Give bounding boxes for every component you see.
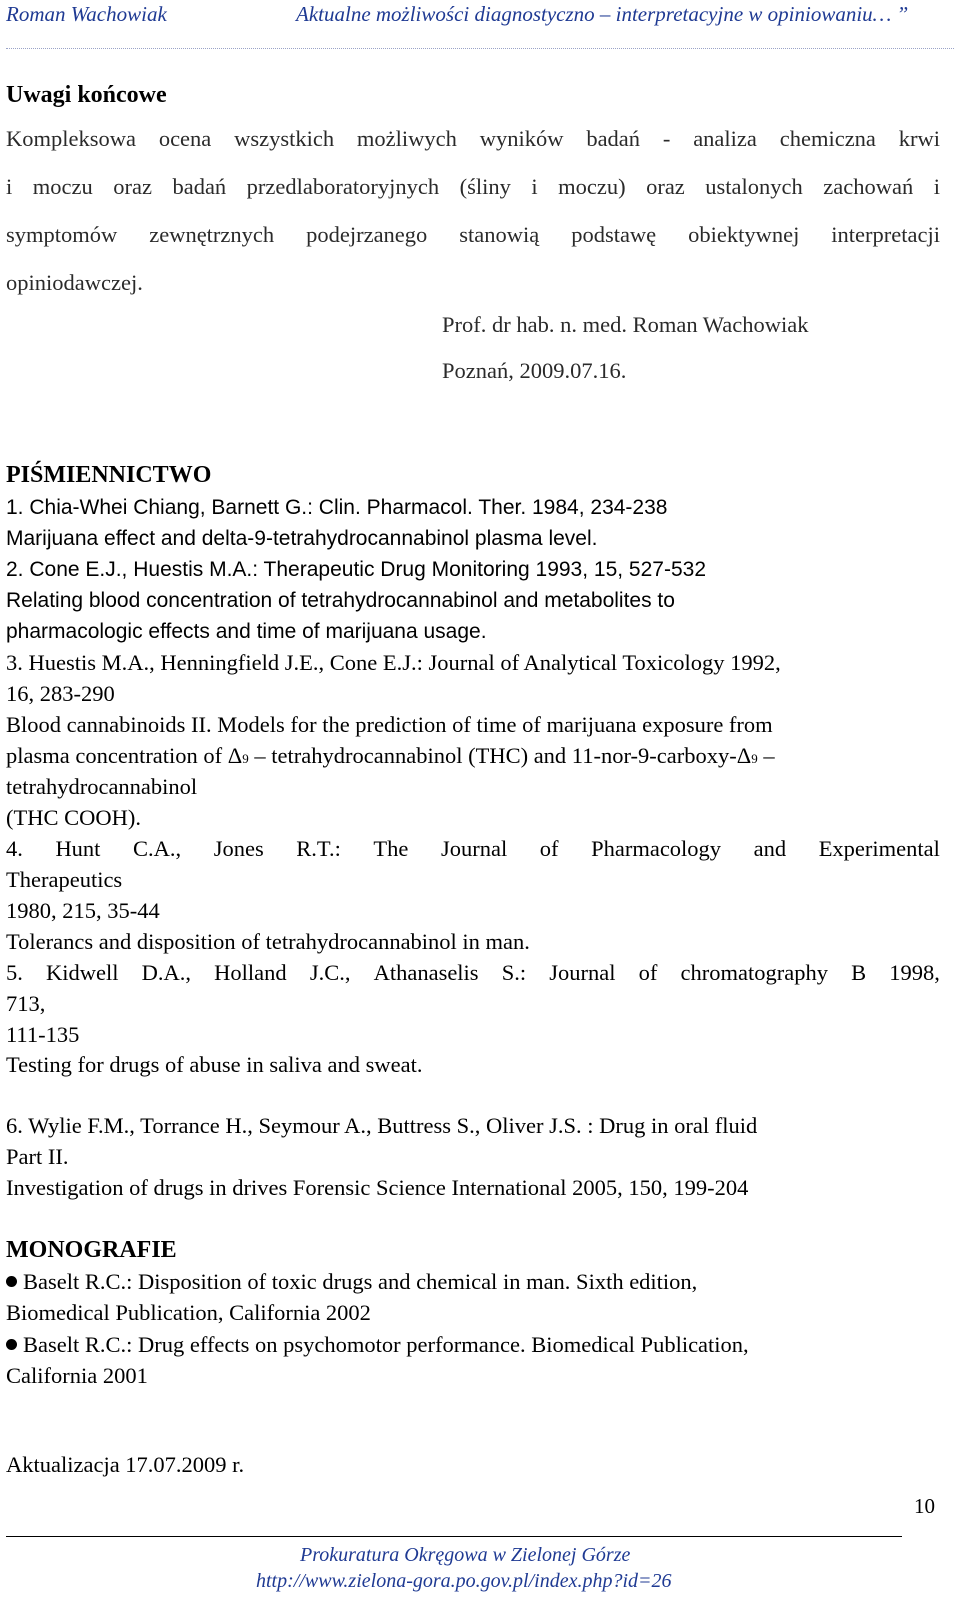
monograph-item <box>6 1269 697 1295</box>
reference-line: Blood cannabinoids II. Models for the prediction of time of marijuana exposure from <box>6 712 773 737</box>
reference-word: Pharmacology <box>591 836 722 861</box>
reference-line: pharmacologic effects and time of marijuana usage. <box>6 620 487 643</box>
reference-line: (THC COOH). <box>6 805 141 830</box>
reference-line: Tolerancs and disposition of tetrahydrocannabinol in man. <box>6 929 530 954</box>
reference-word: Athanaselis <box>373 960 479 985</box>
monograph-line: California 2001 <box>6 1363 148 1388</box>
reference-word: R.T.: <box>296 836 341 861</box>
conclusion-heading: Uwagi końcowe <box>6 82 167 108</box>
monograph-line: Baselt R.C.: Disposition of toxic drugs and chemical in man. Sixth edition, <box>23 1269 698 1294</box>
plasma-text-b: – tetrahydrocannabinol (THC) and 11-nor-9-carboxy- <box>254 743 737 768</box>
monograph-line: Biomedical Publication, California 2002 <box>6 1300 371 1325</box>
header-divider <box>6 48 954 49</box>
reference-word: 4. <box>6 836 23 861</box>
reference-line: 6. Wylie F.M., Torrance H., Seymour A., Buttress S., Oliver J.S. : Drug in oral fluid <box>6 1113 758 1138</box>
reference-word: Hunt <box>55 836 101 861</box>
signature: Prof. dr hab. n. med. Roman Wachowiak <box>442 312 809 337</box>
bibliography-heading: PIŚMIENNICTWO <box>6 462 212 488</box>
header-author: Roman Wachowiak <box>6 2 167 26</box>
bullet-icon <box>6 1276 17 1287</box>
plasma-text-c: – <box>763 743 775 768</box>
delta-symbol: Δ <box>736 743 752 768</box>
reference-4-line <box>6 836 940 862</box>
reference-word: 5. <box>6 960 23 985</box>
footer-url[interactable]: http://www.zielona-gora.po.gov.pl/index.php?id=26 <box>256 1570 672 1592</box>
reference-word: of <box>539 836 559 861</box>
reference-word: B <box>851 960 867 985</box>
reference-line: 713, <box>6 991 46 1016</box>
reference-line: Investigation of drugs in drives Forensic Science International 2005, 150, 199-204 <box>6 1175 749 1200</box>
update-date: Aktualizacja 17.07.2009 r. <box>6 1452 245 1477</box>
reference-line: Marijuana effect and delta-9-tetrahydrocannabinol plasma level. <box>6 527 598 550</box>
reference-line: Testing for drugs of abuse in saliva and sweat. <box>6 1052 423 1077</box>
reference-line: Part II. <box>6 1144 69 1169</box>
monograph-item <box>6 1332 749 1358</box>
reference-word: chromatography <box>680 960 828 985</box>
conclusion-line: symptomów zewnętrznych podejrzanego stanowią podstawę obiektywnej interpretacji <box>6 222 940 247</box>
conclusion-line: i moczu oraz badań przedlaboratoryjnych (śliny i moczu) oraz ustalonych zachowań i <box>6 174 940 199</box>
header-title: Aktualne możliwości diagnostyczno – interpretacyjne w opiniowaniu… ” <box>296 2 909 26</box>
delta-subscript: 9 <box>751 751 758 766</box>
footer-divider <box>6 1536 902 1537</box>
reference-line: 1980, 215, 35-44 <box>6 898 160 923</box>
reference-word: The <box>373 836 409 861</box>
page-number: 10 <box>914 1494 935 1518</box>
reference-word: J.C., <box>309 960 351 985</box>
monograph-line: Baselt R.C.: Drug effects on psychomotor performance. Biomedical Publication, <box>23 1332 749 1357</box>
footer-office: Prokuratura Okręgowa w Zielonej Górze <box>300 1544 631 1566</box>
reference-line: 111-135 <box>6 1022 80 1047</box>
monographs-heading: MONOGRAFIE <box>6 1237 177 1263</box>
delta-subscript: 9 <box>242 751 249 766</box>
reference-line: Relating blood concentration of tetrahydrocannabinol and metabolites to <box>6 589 675 612</box>
conclusion-line: opiniodawczej. <box>6 270 143 295</box>
delta-symbol: Δ <box>227 743 243 768</box>
reference-word: Experimental <box>818 836 940 861</box>
reference-5-line <box>6 960 940 986</box>
reference-word: C.A., <box>133 836 182 861</box>
reference-word: Journal <box>440 836 508 861</box>
reference-word: Kidwell <box>46 960 119 985</box>
reference-word: Journal <box>549 960 616 985</box>
plasma-concentration-line <box>6 743 775 769</box>
reference-line: Therapeutics <box>6 867 123 892</box>
reference-word: and <box>753 836 787 861</box>
reference-line: 2. Cone E.J., Huestis M.A.: Therapeutic Drug Monitoring 1993, 15, 527-532 <box>6 558 706 581</box>
reference-line: 16, 283-290 <box>6 681 115 706</box>
place-date: Poznań, 2009.07.16. <box>442 358 627 383</box>
reference-word: D.A., <box>141 960 192 985</box>
reference-line: 3. Huestis M.A., Henningfield J.E., Cone E.J.: Journal of Analytical Toxicology 1992, <box>6 650 781 675</box>
plasma-text-a: plasma concentration of <box>6 743 223 768</box>
reference-word: of <box>638 960 658 985</box>
conclusion-line: Kompleksowa ocena wszystkich możliwych wyników badań - analiza chemiczna krwi <box>6 126 940 151</box>
reference-word: Jones <box>213 836 264 861</box>
reference-line: tetrahydrocannabinol <box>6 774 198 799</box>
bullet-icon <box>6 1339 17 1350</box>
reference-word: Holland <box>214 960 287 985</box>
reference-word: S.: <box>501 960 527 985</box>
reference-line: 1. Chia-Whei Chiang, Barnett G.: Clin. Pharmacol. Ther. 1984, 234-238 <box>6 496 668 519</box>
reference-word: 1998, <box>889 960 940 985</box>
